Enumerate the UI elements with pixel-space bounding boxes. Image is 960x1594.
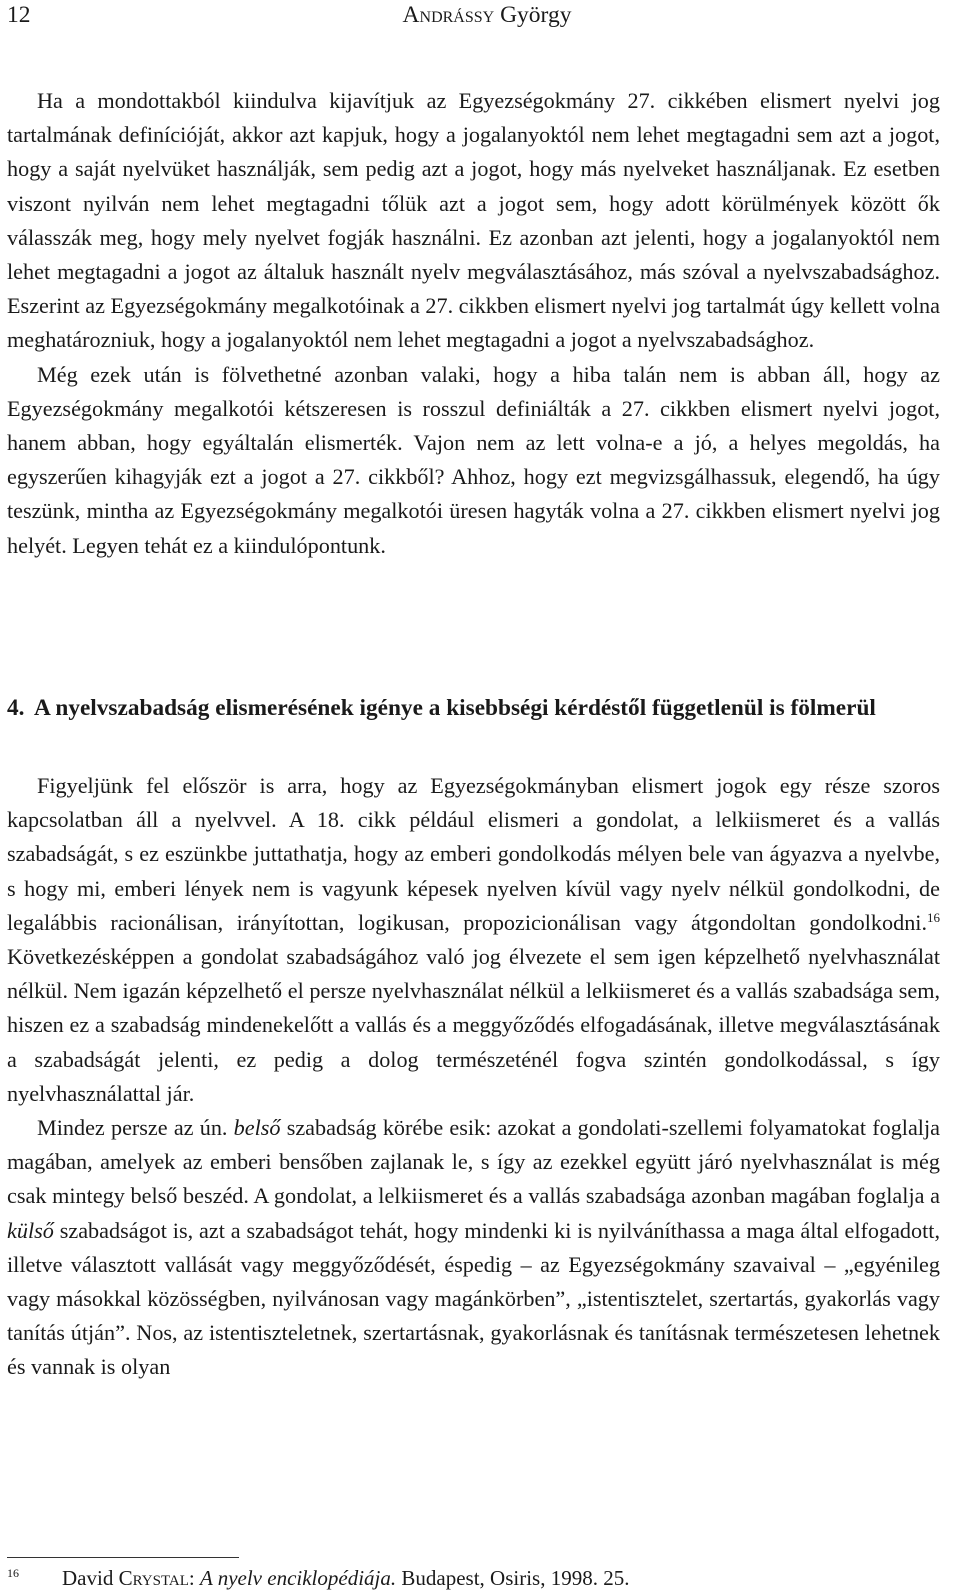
paragraph — [7, 769, 940, 1111]
footnote — [7, 1565, 629, 1594]
emphasis-term: belső — [233, 1115, 281, 1141]
footnote-title: A nyelv enciklopédiája. — [200, 1566, 397, 1590]
paragraph-text: Következésképpen a gondolat szabadságához való jog élvezete el sem igen képzelhető nyelvhasználat nélkül. Nem igazán képzelhető el persze nyelvhasználat nélkül a lelkiismeret és a vallás szabadsága sem, hiszen ez a szabadság mindenekelőtt a vallás és a meggyőződés elfogadásának, illetve megválasztásának a szabadságát jelenti, ez pedig a dolog természeténél fogva szintén gondolkodással, s így nyelvhasználattal jár. — [7, 944, 940, 1106]
footnote-author-initial: C — [118, 1566, 133, 1590]
footnote-number: 16 — [7, 1566, 19, 1580]
footnote-colon: : — [188, 1566, 195, 1590]
section-number: 4. — [7, 695, 25, 721]
running-head-author — [7, 2, 960, 29]
author-surname-rest: ndrássy — [419, 2, 495, 28]
author-first-name: György — [500, 2, 572, 28]
running-header — [7, 2, 960, 34]
section-title: A nyelvszabadság elismerésének igénye a kisebbségi kérdéstől függetlenül is fölmerül — [34, 695, 876, 721]
author-initial: A — [402, 2, 420, 28]
text-block-section — [7, 769, 940, 1385]
emphasis-term: külső — [7, 1217, 54, 1243]
paragraph — [7, 1111, 940, 1385]
paragraph-text: szabadságot is, azt a szabadságot tehát, hogy mindenki ki is nyilváníthassa a maga által elfogadott, illetve választott vallását vagy meggyőződését, éspedig – az Egyezségokmány szavaival – „egyénileg vagy másokkal közösségben, nyilvánosan vagy magánkörben”, „istentisztelet, szertartás, gyakorlás vagy tanítás útján”. Nos, az istentiszteletnek, szertartásnak, gyakorlásnak és tanításnak természetesen lehetnek és vannak is olyan — [7, 1217, 940, 1380]
paragraph-text: Figyeljünk fel először is arra, hogy az Egyezségokmányban elismert jogok egy része szoros kapcsolatban áll a nyelvvel. A 18. cikk például elismeri a gondolat, a lelkiismeret és a vallás szabadságát, s ez eszünkbe juttathatja, hogy az emberi gondolkodás mélyen bele van ágyazva a nyelvbe, s hogy mi, emberi lények nem is vagyunk képesek nyelven kívül vagy nyelv nélkül gondolkodni, de legalábbis racionálisan, irányítottan, logikusan, propozicionálisan vagy átgondoltan gondolkodni. — [7, 773, 940, 935]
footnote-reference[interactable]: 16 — [927, 909, 940, 925]
footnote-author-first: David — [62, 1566, 114, 1590]
paragraph-text: Mindez persze az ún. — [37, 1115, 234, 1141]
footnote-author-rest: rystal — [132, 1566, 189, 1590]
paragraph: Még ezek után is fölvethetné azonban valaki, hogy a hiba talán nem is abban áll, hogy az Egyezségokmány megalkotói kétszeresen is rosszul definiálták a 27. cikkben elismert nyelvi jogot, hanem abban, hogy egyáltalán elismerték. Vajon nem az lett volna-e a jó, a helyes megoldás, ha egyszerűen kihagyják ezt a jogot a 27. cikkből? Ahhoz, hogy ezt megvizsgálhassuk, elegendő, ha úgy teszünk, mintha az Egyezségokmány megalkotói üresen hagyták volna a 27. cikkben elismert nyelvi jog helyét. Legyen tehát ez a kiindulópontunk. — [7, 361, 940, 558]
text-block-intro — [7, 84, 940, 563]
page-number: 12 — [7, 2, 31, 28]
paragraph: Ha a mondottakból kiindulva kijavítjuk az Egyezségokmány 27. cikkében elismert nyelvi jog tartalmának definícióját, akkor azt kapjuk, hogy a jogalanyoktól nem lehet megtagadni sem azt a jogot, hogy a saját nyelvüket használják, sem pedig azt a jogot, hogy más nyelveket használjanak. Ez esetben viszont nyilván nem lehet megtagadni tőlük azt a jogot sem, hogy adott körülmények között ők válasszák meg, hogy mely nyelvet fogják használni. Ez azonban azt jelenti, hogy a jogalanyoktól nem lehet megtagadni a jogot az általuk használt nyelv megválasztásához, más szóval a nyelvszabadsághoz. Eszerint az Egyezségokmány megalkotóinak a 27. cikkben elismert nyelvi jog tartalmát úgy kellett volna meghatározniuk, hogy a jogalanyoktól nem lehet megtagadni a jogot a nyelvszabadsághoz. — [7, 88, 940, 353]
footnote-publication: Budapest, Osiris, 1998. 25. — [401, 1566, 630, 1590]
section-heading — [7, 692, 940, 724]
footnote-divider — [7, 1557, 239, 1558]
paragraph-text: szabadság körébe esik: azokat a gondolati-szellemi folyamatokat foglalja magában, amelyek az emberi bensőben zajlanak le, s így az ezekkel együtt járó nyelvhasználat is még csak mintegy belső beszéd. A gondolat, a lelkiismeret és a vallás szabadsága azonban magában foglalja a — [7, 1115, 940, 1209]
